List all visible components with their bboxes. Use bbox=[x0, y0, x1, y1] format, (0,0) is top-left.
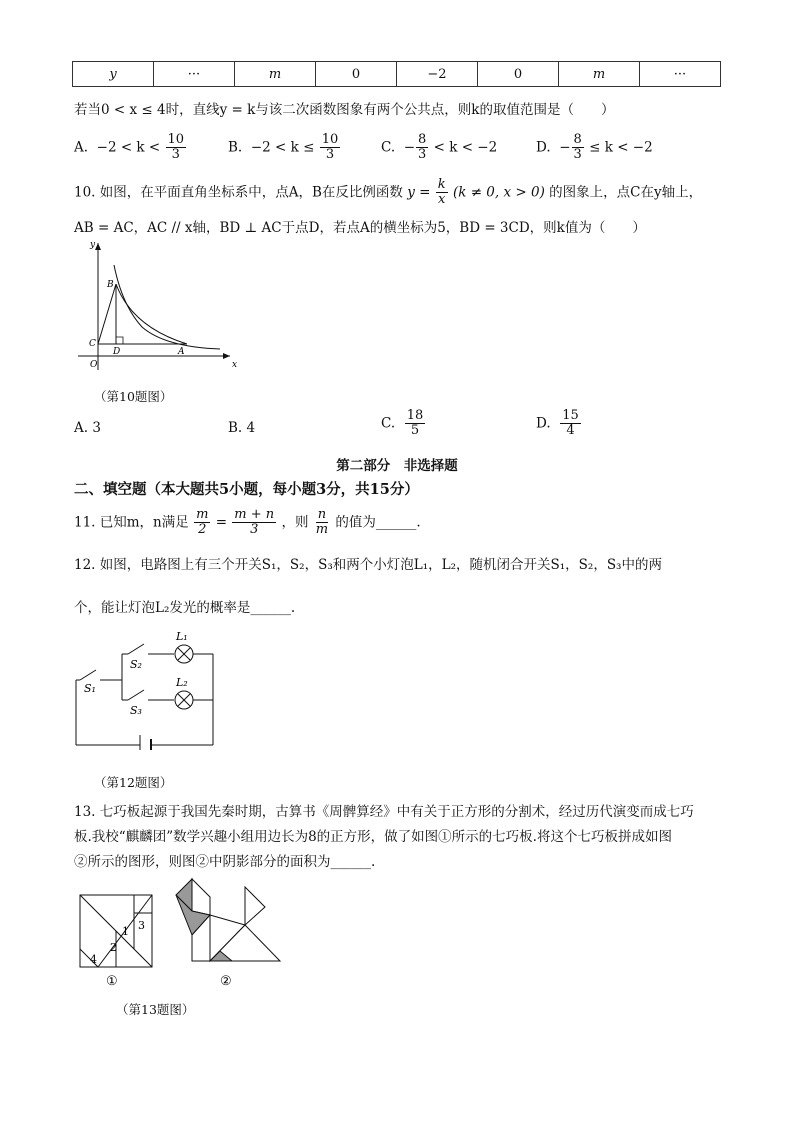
option-expr: < k < −2 bbox=[433, 139, 498, 156]
table-cell: m bbox=[235, 62, 316, 87]
q9-option-d bbox=[536, 133, 653, 163]
label-s3: S₃ bbox=[130, 704, 142, 717]
q13-figure2 bbox=[170, 875, 290, 993]
fraction-den: 2 bbox=[198, 522, 207, 538]
q13-figure1 bbox=[78, 893, 156, 993]
q10-option-b: B. 4 bbox=[228, 420, 256, 436]
fraction-num: 8 bbox=[418, 132, 427, 147]
label-l2: L₂ bbox=[176, 676, 188, 689]
q12-caption: （第12题图） bbox=[94, 775, 173, 790]
fraction bbox=[405, 409, 426, 439]
label-s1: S₁ bbox=[84, 682, 96, 695]
option-minus: − bbox=[559, 139, 571, 156]
q10-figure bbox=[70, 235, 240, 373]
switch-s1 bbox=[80, 670, 96, 680]
option-label: A. bbox=[74, 139, 89, 156]
fraction bbox=[572, 133, 584, 163]
figure2-label: ② bbox=[220, 974, 232, 989]
table-cell: ··· bbox=[640, 62, 721, 87]
q12-circuit bbox=[70, 628, 220, 750]
option-label: B. bbox=[228, 139, 243, 156]
table-cell: y bbox=[73, 62, 154, 87]
option-minus: − bbox=[403, 139, 416, 156]
q10-line1 bbox=[74, 178, 702, 208]
q11-line bbox=[74, 508, 421, 538]
piece-label-2: 2 bbox=[110, 941, 117, 954]
label-d: D bbox=[113, 347, 121, 357]
q11-text: 11. 已知m，n满足 bbox=[74, 514, 189, 531]
fraction-den: x bbox=[438, 192, 446, 208]
q10-option-c bbox=[381, 409, 426, 439]
option-label: C. bbox=[381, 139, 396, 156]
fraction-num: 15 bbox=[562, 408, 579, 423]
fraction-num: 10 bbox=[167, 132, 185, 147]
value-table bbox=[72, 61, 721, 87]
label-y: y bbox=[90, 240, 96, 250]
option-expr: ≤ k < −2 bbox=[589, 139, 653, 156]
fraction bbox=[232, 508, 276, 538]
q9-option-b bbox=[228, 133, 341, 163]
label-x: x bbox=[232, 360, 238, 370]
equals-sign: = bbox=[215, 514, 227, 531]
fraction-num: m bbox=[196, 507, 209, 522]
option-label: D. bbox=[536, 415, 551, 432]
q9-option-a bbox=[74, 133, 187, 163]
func-y: y = bbox=[407, 184, 431, 201]
label-l1: L₁ bbox=[176, 630, 188, 643]
fraction bbox=[416, 133, 428, 163]
fraction-den: 3 bbox=[418, 147, 427, 163]
label-b: B bbox=[107, 280, 114, 290]
piece-label-4: 4 bbox=[90, 953, 97, 966]
table-cell: ··· bbox=[154, 62, 235, 87]
label-s2: S₂ bbox=[130, 658, 142, 671]
fraction-den: 5 bbox=[410, 423, 420, 439]
option-label: D. bbox=[536, 139, 551, 156]
q9-stem: 若当0 < x ≤ 4时，直线y = k与该二次函数图象有两个公共点，则k的取值范围是（ ） bbox=[74, 102, 615, 118]
fraction-num: k bbox=[437, 177, 446, 192]
fraction-den: m bbox=[315, 522, 329, 538]
q12-line2: 个，能让灯泡L₂发光的概率是______. bbox=[74, 600, 296, 616]
q11-text: ，则 bbox=[281, 514, 309, 531]
func-cond: (k ≠ 0, x > 0) bbox=[452, 184, 545, 201]
q10-line2: AB = AC，AC // x轴，BD ⊥ AC于点D，若点A的横坐标为5，BD = 3CD，则k值为（ ） bbox=[74, 220, 646, 236]
label-o: O bbox=[90, 360, 98, 370]
option-label: C. bbox=[381, 415, 396, 432]
part2-title: 第二部分 非选择题 bbox=[336, 458, 458, 474]
q10-option-d bbox=[536, 409, 582, 439]
fraction-num: 18 bbox=[406, 408, 424, 423]
switch-s3 bbox=[128, 690, 144, 700]
piece-label-1: 1 bbox=[122, 925, 129, 938]
fraction bbox=[166, 133, 187, 163]
line-cb bbox=[98, 284, 116, 344]
figure1-label: ① bbox=[106, 974, 118, 989]
tangram-piece bbox=[245, 887, 265, 925]
y-arrow-icon bbox=[95, 243, 101, 250]
right-angle-mark bbox=[116, 337, 123, 344]
label-a: A bbox=[178, 347, 185, 357]
table-row bbox=[73, 62, 721, 87]
fraction bbox=[194, 508, 210, 538]
fraction-den: 3 bbox=[573, 147, 582, 163]
x-arrow-icon bbox=[223, 353, 230, 359]
section2-title: 二、填空题（本大题共5小题，每小题3分，共15分） bbox=[74, 481, 419, 498]
fraction bbox=[436, 178, 448, 208]
table-cell: 0 bbox=[478, 62, 559, 87]
piece-label-3: 3 bbox=[138, 919, 145, 932]
fraction-den: 3 bbox=[325, 147, 335, 163]
option-expr: −2 < k < bbox=[96, 139, 161, 156]
fraction-den: 3 bbox=[250, 522, 259, 538]
q13-line2: 板.我校“麒麟团”数学兴趣小组用边长为8的正方形，做了如图①所示的七巧板.将这个七巧板拼成如图 bbox=[74, 829, 672, 845]
fraction-den: 4 bbox=[566, 423, 575, 439]
fraction bbox=[560, 409, 581, 439]
label-c: C bbox=[89, 339, 96, 349]
fraction-num: n bbox=[317, 507, 327, 522]
fraction-den: 3 bbox=[171, 147, 180, 163]
q13-caption: （第13题图） bbox=[116, 1002, 195, 1017]
table-cell: −2 bbox=[397, 62, 478, 87]
q13-line1: 13. 七巧板起源于我国先秦时期，古算书《周髀算经》中有关于正方形的分割术，经过历代演变而成七巧 bbox=[74, 804, 694, 820]
table-cell: m bbox=[559, 62, 640, 87]
switch-s2 bbox=[128, 644, 144, 654]
table-cell: 0 bbox=[316, 62, 397, 87]
q13-line3: ②所示的图形，则图②中阴影部分的面积为______. bbox=[74, 854, 376, 870]
line-ab bbox=[116, 284, 187, 344]
q10-option-a: A. 3 bbox=[74, 420, 101, 436]
fraction bbox=[320, 133, 341, 163]
fraction-num: m + n bbox=[234, 507, 275, 522]
q9-option-c bbox=[381, 133, 497, 163]
q10-text: 的图象上，点C在y轴上， bbox=[549, 184, 703, 201]
option-expr: −2 < k ≤ bbox=[250, 139, 315, 156]
fraction-num: 10 bbox=[321, 132, 339, 147]
tangram-piece bbox=[192, 879, 210, 915]
fraction-num: 8 bbox=[573, 132, 582, 147]
q12-line1: 12. 如图，电路图上有三个开关S₁，S₂，S₃和两个小灯泡L₁，L₂，随机闭合开关S₁，S₂，S₃中的两 bbox=[74, 557, 662, 573]
q11-text: 的值为______. bbox=[335, 514, 421, 531]
fraction bbox=[314, 508, 330, 538]
q10-text: 10. 如图，在平面直角坐标系中，点A，B在反比例函数 bbox=[74, 184, 403, 201]
q10-caption: （第10题图） bbox=[94, 389, 173, 404]
